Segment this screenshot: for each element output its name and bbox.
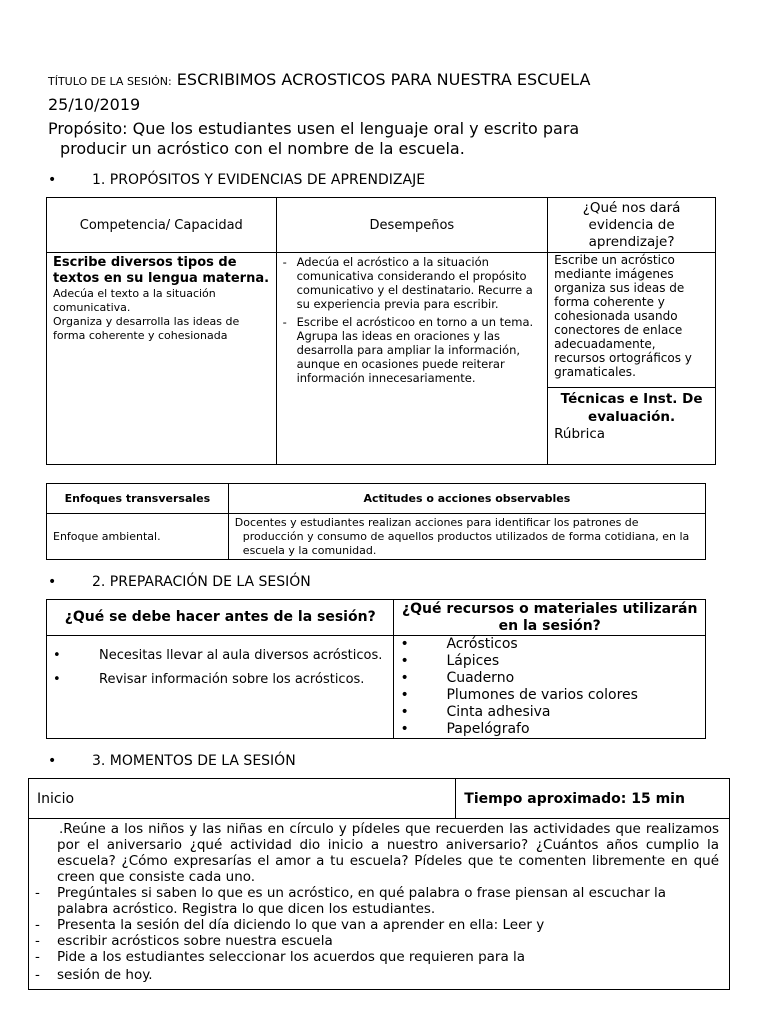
bullet-icon: • (53, 648, 61, 663)
inicio-item: - Pregúntales si saben lo que es un acróstico, en qué palabra o frase piensan al escuchar la palabra acróstico. Registra lo que dicen los estudiantes. (31, 885, 719, 917)
antes-item (47, 664, 393, 698)
inicio-item: - sesión de hoy. (31, 967, 719, 983)
recursos-cell (394, 636, 706, 739)
bullet-icon: • (400, 687, 409, 703)
header-actitudes: Actitudes o acciones observables (228, 484, 705, 514)
desempenos-cell (276, 253, 548, 465)
approaches-table (46, 483, 706, 560)
bullet-icon: • (53, 672, 61, 687)
bullet-icon: . (59, 821, 64, 837)
bullet-icon: • (400, 653, 409, 669)
recurso-item (394, 653, 705, 670)
header-evidencia: ¿Qué nos dará evidencia de aprendizaje? (548, 198, 716, 253)
inicio-item: - escribir acrósticos sobre nuestra escuela (31, 933, 719, 949)
evidencia-cell (548, 253, 716, 465)
session-title (48, 70, 590, 89)
inicio-body (29, 819, 730, 990)
session-title-label: TÍTULO DE LA SESIÓN: (48, 75, 172, 88)
header-antes: ¿Qué se debe hacer antes de la sesión? (47, 600, 394, 636)
recurso-item (394, 636, 705, 653)
evidencia-text: Escribe un acróstico mediante imágenes organiza sus ideas de forma coherente y cohesionada usando conectores de enlace adecuadamente, recursos ortográficos y gramaticales. (554, 253, 692, 379)
header-competencia: Competencia/ Capacidad (47, 198, 277, 253)
section-3-text: 3. MOMENTOS DE LA SESIÓN (92, 753, 296, 769)
enfoque-cell: Enfoque ambiental. (47, 514, 229, 560)
purposes-table (46, 197, 716, 465)
bullet-icon: • (48, 753, 57, 769)
inicio-cell: Inicio (29, 779, 456, 819)
session-title-text: ESCRIBIMOS ACROSTICOS PARA NUESTRA ESCUELA (176, 70, 591, 89)
desempeno-item: - Escribe el acrósticoo en torno a un tema. Agrupa las ideas en oraciones y las desarrolla para ampliar la información, aunque en ocasiones puede reiterar información innecesariamente. (283, 315, 542, 385)
recurso-text: Cuaderno (446, 670, 515, 686)
tiempo-cell: Tiempo aproximado: 15 min (456, 779, 730, 819)
header-recursos: ¿Qué recursos o materiales utilizarán en la sesión? (394, 600, 706, 636)
inicio-item: - Pide a los estudiantes seleccionar los acuerdos que requieren para la (31, 949, 719, 965)
recurso-item (394, 670, 705, 687)
session-date: 25/10/2019 (48, 95, 141, 114)
tecnicas-block (548, 387, 715, 442)
antes-text: Necesitas llevar al aula diversos acrósticos. (99, 648, 383, 663)
recurso-text: Papelógrafo (446, 721, 530, 737)
header-enfoques: Enfoques transversales (47, 484, 229, 514)
bullet-icon: • (400, 670, 409, 686)
recurso-text: Plumones de varios colores (446, 687, 638, 703)
antes-cell (47, 636, 394, 739)
bullet-icon: • (48, 172, 57, 188)
antes-item (47, 636, 393, 664)
bullet-icon: • (400, 721, 409, 737)
recurso-text: Cinta adhesiva (446, 704, 551, 720)
section-3-heading (48, 753, 296, 769)
bullet-icon: • (48, 574, 57, 590)
moments-table (28, 778, 730, 990)
capacidad-1: Adecúa el texto a la situación comunicativa. (53, 287, 216, 314)
recurso-item (394, 721, 705, 738)
section-1-text: 1. PROPÓSITOS Y EVIDENCIAS DE APRENDIZAJE (92, 172, 426, 188)
competencia-cell (47, 253, 277, 465)
purpose-line2: producir un acróstico con el nombre de la escuela. (60, 139, 465, 158)
tecnicas-value: Rúbrica (554, 426, 606, 442)
preparation-table (46, 599, 706, 739)
recurso-item (394, 704, 705, 721)
competencia-title: Escribe diversos tipos de textos en su lengua materna. (53, 255, 270, 286)
bullet-icon: • (400, 636, 409, 652)
inicio-intro (57, 821, 719, 885)
purpose-label: Propósito (48, 119, 123, 138)
inicio-intro-text: Reúne a los niños y las niñas en círculo y pídeles que recuerden las actividades que realizamos por el aniversario ¿qué actividad dio inicio a nuestro aniversario? ¿Cuántos años cumplio la escuela? ¿Cómo expresarías el amor a tu escuela? Pídeles que te comenten libremente en qué creen que consiste cada uno. (57, 821, 719, 885)
section-1-heading (48, 172, 425, 188)
recurso-text: Acrósticos (446, 636, 518, 652)
capacidad-2: Organiza y desarrolla las ideas de forma coherente y cohesionada (53, 315, 240, 342)
recurso-item (394, 687, 705, 704)
section-2-heading (48, 574, 311, 590)
header-desempenos: Desempeños (276, 198, 548, 253)
tecnicas-heading: Técnicas e Inst. De evaluación. (560, 391, 703, 425)
purpose-line1: : Que los estudiantes usen el lenguaje oral y escrito para (122, 119, 580, 138)
recurso-text: Lápices (446, 653, 500, 669)
section-2-text: 2. PREPARACIÓN DE LA SESIÓN (92, 574, 311, 590)
desempeno-item: - Adecúa el acróstico a la situación comunicativa considerando el propósito comunicativo y el destinatario. Recurre a su experiencia previa para escribir. (283, 255, 542, 311)
bullet-icon: • (400, 704, 409, 720)
antes-text: Revisar información sobre los acrósticos. (99, 672, 365, 687)
inicio-item: - Presenta la sesión del día diciendo lo que van a aprender en ella: Leer y (31, 917, 719, 933)
actitud-cell: Docentes y estudiantes realizan acciones para identificar los patrones de producción y consumo de aquellos productos utilizados de forma cotidiana, en la escuela y la comunidad. (228, 514, 705, 560)
purpose (48, 119, 748, 159)
